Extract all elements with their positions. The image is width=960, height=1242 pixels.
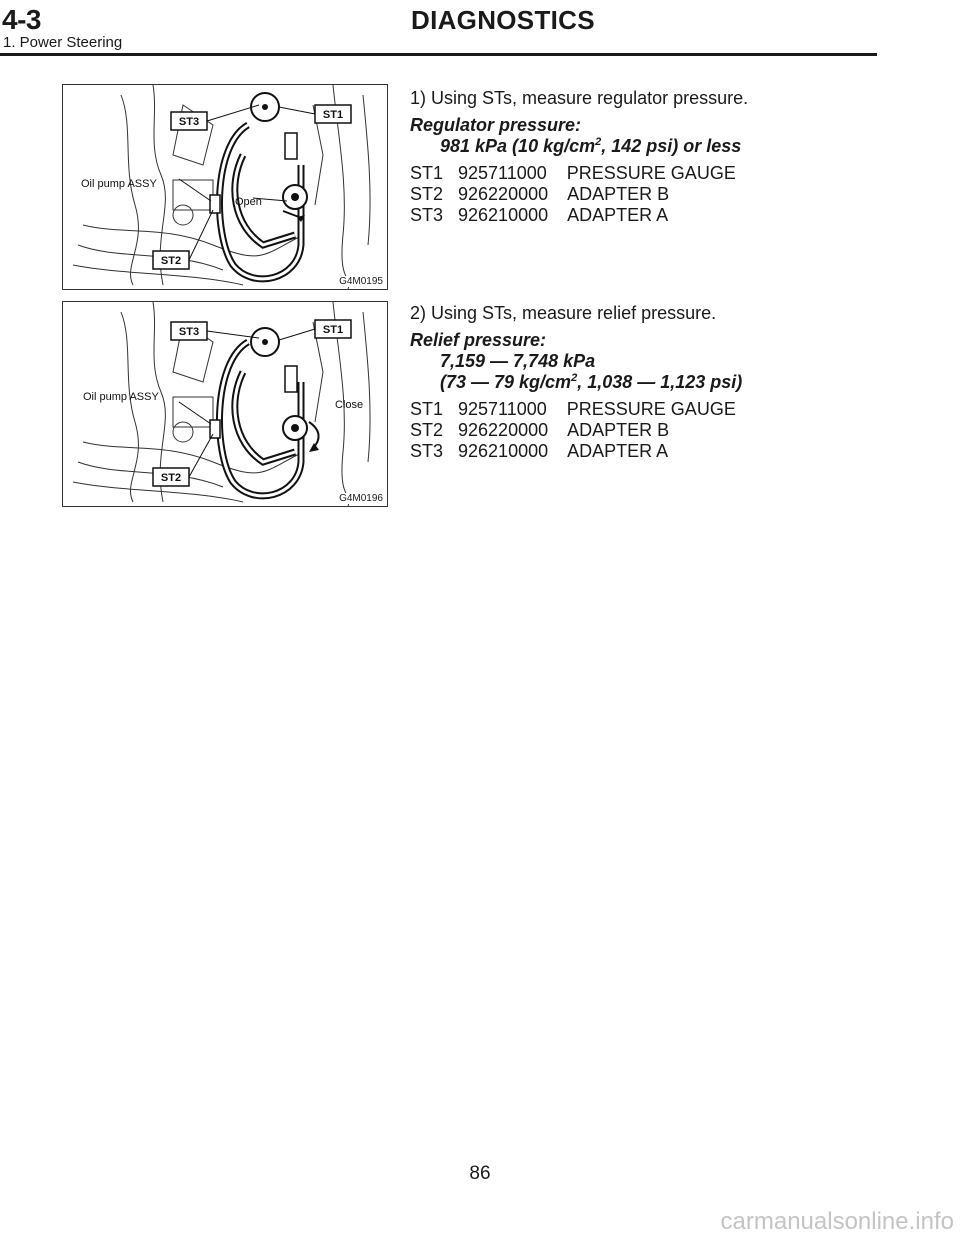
figure-id: G4M0195 [339,276,383,287]
oil-pump-callout: Oil pump ASSY [81,178,157,190]
section-number: 4-3 [2,4,41,35]
footer-watermark-link[interactable]: carmanualsonline.info [720,1208,954,1235]
page-number: 86 [469,1163,491,1184]
spec-value: 7,159 — 7,748 kPa [440,351,596,371]
step-instruction: 2) Using STs, measure relief pressure. [410,303,717,323]
valve-state-callout: Open [235,196,262,208]
valve-state-callout: Close [335,399,364,411]
header-rule [0,53,877,56]
step-instruction: 1) Using STs, measure regulator pressure. [410,88,749,108]
subsection-title: 1. Power Steering [3,34,123,51]
page-header [0,0,960,58]
spec-heading: Relief pressure: [410,330,547,350]
st3-callout: ST3 [178,116,200,128]
st3-callout: ST3 [178,326,200,338]
st2-callout: ST2 [160,472,182,484]
step-regulator-pressure [410,88,748,226]
figure-relief-pressure [62,301,388,507]
tool-line: ST1 925711000 PRESSURE GAUGE [410,399,736,419]
callout-labels [63,302,387,506]
figure-regulator-pressure [62,84,388,290]
figure-id: G4M0196 [339,493,383,504]
callout-labels [63,85,387,289]
spec-heading: Regulator pressure: [410,115,582,135]
tool-line: ST2 926220000 ADAPTER B [410,420,670,440]
spec-value-converted: (73 — 79 $kg/cm^2$, 1,038 — 1,123 psi) [440,372,743,392]
st1-callout: ST1 [322,109,344,121]
tool-line: ST1 925711000 PRESSURE GAUGE [410,163,736,183]
section-title: DIAGNOSTICS [411,5,595,35]
spec-value: 981 kPa (10 $kg/cm^2$, 142 psi) or less [440,136,742,156]
st1-callout: ST1 [322,324,344,336]
tool-line: ST3 926210000 ADAPTER A [410,441,669,461]
tool-line: ST3 926210000 ADAPTER A [410,205,669,225]
oil-pump-callout: Oil pump ASSY [83,391,159,403]
tool-line: ST2 926220000 ADAPTER B [410,184,670,204]
step-relief-pressure [410,303,742,462]
st2-callout: ST2 [160,255,182,267]
